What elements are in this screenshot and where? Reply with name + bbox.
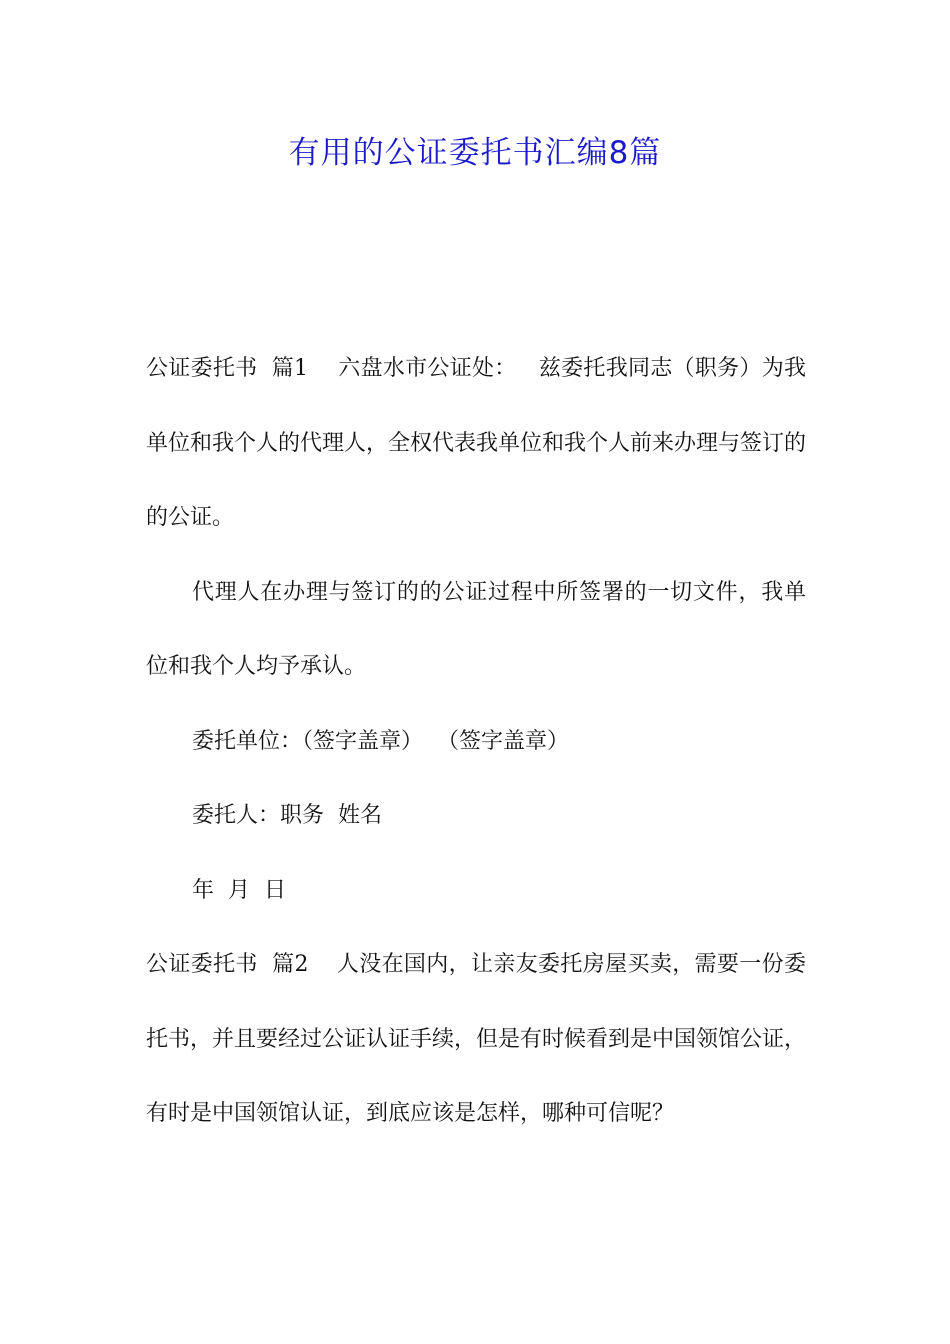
position-label: 职务: [280, 803, 325, 828]
section1-paragraph-2: 代理人在办理与签订的的公证过程中所签署的一切文件，我单位和我个人均予承认。: [146, 579, 806, 679]
section2-paragraph-1: [146, 928, 806, 1152]
client-unit-label: 委托单位：: [192, 728, 303, 754]
section1-heading: 公证委托书: [146, 356, 258, 381]
name-label: 姓名: [338, 803, 383, 828]
client-person-label: 委托人：: [192, 803, 281, 828]
document-title: 有用的公证委托书汇编8篇: [288, 135, 662, 171]
seal-1: （签字盖章）: [302, 728, 424, 754]
section1-paragraph-1: [146, 332, 806, 556]
year-label: 年: [192, 877, 215, 903]
section2-heading: 公证委托书: [146, 952, 258, 977]
section2-number: 篇2: [271, 952, 309, 977]
month-label: 月: [228, 877, 251, 903]
client-person-line: [146, 779, 806, 854]
date-line: [146, 854, 806, 929]
section2-text: 人没在国内，让亲友委托房屋买卖，需要一份委托书，并且要经过公证认证手续，但是有时候看到是中国领馆公证，有时是中国领馆认证，到底应该是怎样，哪种可信呢？: [146, 952, 807, 1126]
section1-text: 兹委托我同志（职务）为我单位和我个人的代理人，全权代表我单位和我个人前来办理与签订的的公证。: [146, 356, 807, 530]
day-label: 日: [264, 877, 287, 903]
seal-2: （签字盖章）: [437, 728, 570, 754]
client-unit-line: [146, 705, 806, 780]
section1-addressee: 六盘水市公证处：: [338, 356, 517, 381]
document-body: [146, 332, 806, 1152]
section1-number: 篇1: [271, 356, 308, 381]
